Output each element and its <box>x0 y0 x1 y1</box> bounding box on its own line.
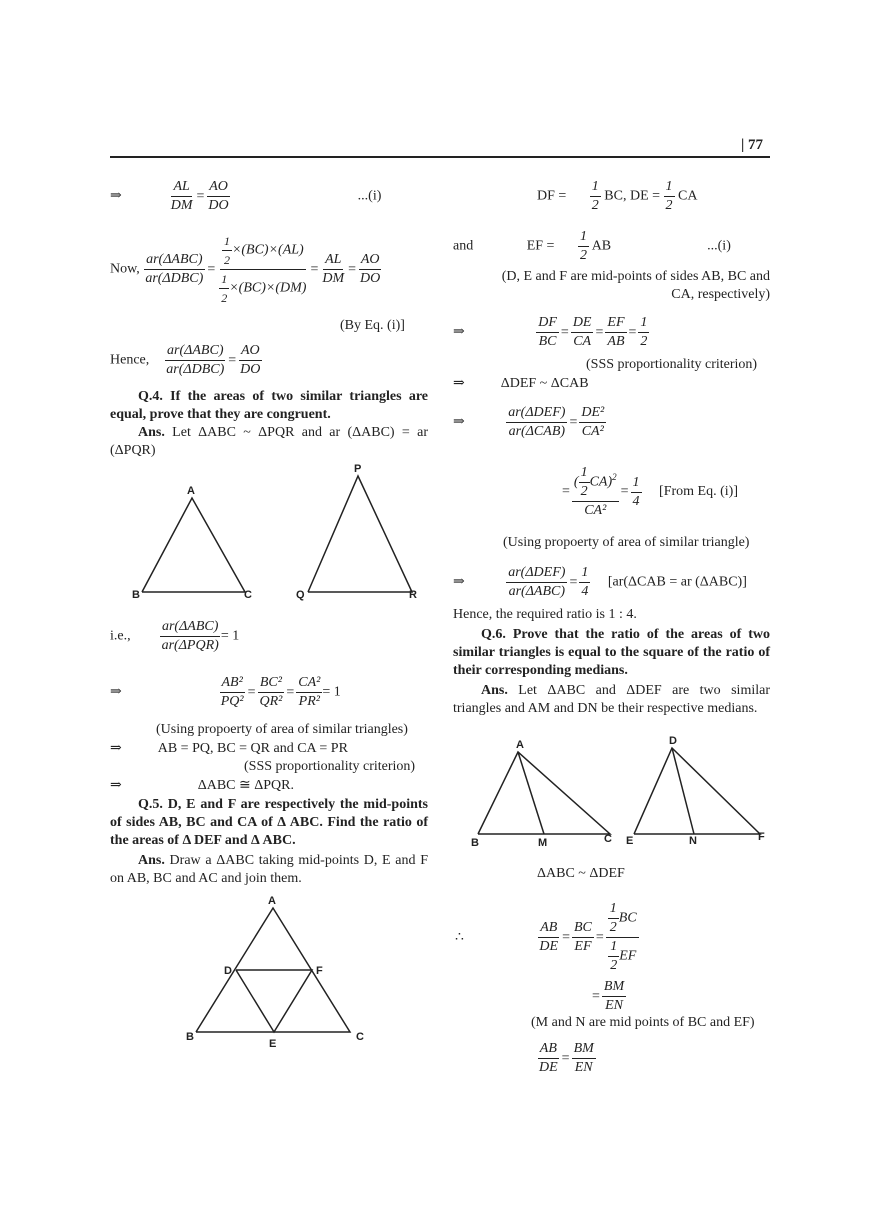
q6-title: Q.6. Prove that the ratio of the areas of two similar triangles is equal to the square of the ratio of their corresponding medians. <box>453 627 770 678</box>
by-eq-note: (By Eq. (i)] <box>340 318 405 333</box>
eq3: Hence, $\frac{\text{ar(ΔABC)}}{\text{ar(ΔDBC)}}$ = $\frac{AO}{DO}$ <box>110 343 261 377</box>
q5-answer: Ans. Draw a ΔABC taking mid-points D, E and F on AB, BC and AC and join them. <box>110 853 428 886</box>
label-B: B <box>186 1031 194 1043</box>
q4-title: Q.4. If the areas of two similar triangles are equal, prove that they are congruent. <box>110 389 428 422</box>
q6-answer: Ans. Let ΔABC and ΔDEF are two similar triangles and AM and DN be their respective medians. <box>453 683 770 716</box>
label-C: C <box>244 589 252 601</box>
label-A: A <box>268 895 276 907</box>
eq5: ⇒ $\frac{\text{AB²}}{\text{PQ²}}$ = $\frac{\text{BC²}}{\text{QR²}}$ = $\frac{\text{CA²}}{\text{PR²}}$ = 1 <box>110 675 341 709</box>
q5-title: Q.5. D, E and F are respectively the mid-points of sides AB, BC and CA of Δ ABC. Find the ratio of the areas of Δ DEF and Δ ABC. <box>110 797 428 848</box>
label-E: E <box>269 1038 277 1050</box>
label-A: A <box>516 739 524 751</box>
eq2: Now, $\frac{\text{ar(ΔABC)}}{\text{ar(ΔDBC)}}$ = $\frac{1}{2}$ ×(BC)×(AL) $\frac{1}{2}$ ×(BC)×(DM) = $\frac{AL}{DM}$ = $\frac{AO}{DO}$ <box>110 234 381 305</box>
label-B: B <box>471 837 479 849</box>
using-note-2: (Using propoerty of area of similar triangle) <box>503 535 750 550</box>
line-eq: ⇒ AB = PQ, BC = QR and CA = PR <box>110 741 348 756</box>
mn-note: (M and N are mid points of BC and EF) <box>531 1015 755 1030</box>
page-number: | 77 <box>741 137 764 153</box>
header-rule <box>110 156 770 158</box>
figure-triangles-abc-pqr <box>120 458 430 603</box>
label-D: D <box>669 735 677 747</box>
label-E: E <box>626 835 634 847</box>
using-note-1: (Using propoerty of area of similar triangles) <box>156 722 408 737</box>
similar-line-1: ⇒ ΔDEF ~ ΔCAB <box>453 376 589 391</box>
eq7: ⇒ $\frac{\text{ar(ΔDEF)}}{\text{ar(ΔCAB)}}$ = $\frac{\text{DE²}}{\text{CA²}}$ <box>453 405 605 439</box>
congruent-line: ⇒ ΔABC ≅ ΔPQR. <box>110 778 294 793</box>
ef-line: and EF = $\frac{1}{2}$ AB ...(i) <box>453 229 731 263</box>
eq4: i.e., $\frac{\text{ar(ΔABC)}}{\text{ar(ΔPQR)}}$ = 1 <box>110 619 240 653</box>
eq12: $\frac{AB}{DE}$ = $\frac{BM}{EN}$ <box>539 1041 594 1075</box>
label-R: R <box>409 589 417 601</box>
eq11: = $\frac{BM}{EN}$ <box>592 979 625 1013</box>
label-C: C <box>604 833 612 845</box>
eq1: ⇒ $\frac{AL}{DM}$ = $\frac{AO}{DO}$ ...(i) <box>110 179 382 213</box>
eq6: ⇒ $\frac{DF}{BC}$ = $\frac{DE}{CA}$ = $\frac{EF}{AB}$ = $\frac{1}{2}$ <box>453 315 648 349</box>
similar-line-2: ΔABC ~ ΔDEF <box>537 866 625 881</box>
mid-points-note: (D, E and F are mid-points of sides AB, BC and CA, respectively) <box>501 269 770 302</box>
label-F: F <box>316 965 323 977</box>
implies-symbol: ⇒ <box>110 188 122 204</box>
label-C: C <box>356 1031 364 1043</box>
eq9: ⇒ $\frac{\text{ar(ΔDEF)}}{\text{ar(ΔABC)}}$ = $\frac{1}{4}$ [ar(ΔCAB = ar (ΔABC)] <box>453 565 747 599</box>
label-A: A <box>187 485 195 497</box>
df-line: DF = $\frac{1}{2}$ BC, DE = $\frac{1}{2}$ CA <box>537 179 698 213</box>
label-M: M <box>538 837 548 849</box>
figure-triangles-medians <box>466 734 778 849</box>
label-F: F <box>758 831 765 843</box>
label-D: D <box>224 965 232 977</box>
label-N: N <box>689 835 697 847</box>
ratio-line: Hence, the required ratio is 1 : 4. <box>453 607 637 622</box>
label-Q: Q <box>296 589 305 601</box>
label-P: P <box>354 463 362 475</box>
figure-triangle-def-midpoints <box>180 892 370 1052</box>
eq10: ∴ $\frac{AB}{DE}$ = $\frac{BC}{EF}$ = $\frac{1}{2}$ BC $\frac{1}{2}$ EF <box>455 901 637 973</box>
sss-note-2: (SSS proportionality criterion) <box>586 357 758 372</box>
q4-answer: Ans. Let ΔABC ~ ΔPQR and ar (ΔABC) = ar (ΔPQR) <box>110 425 428 458</box>
label-B: B <box>132 589 140 601</box>
eq8: = ( $\frac{1}{2}$ CA)$^2$ CA² = $\frac{1}{4}$ [From Eq. (i)] <box>562 465 738 518</box>
sss-note-1: (SSS proportionality criterion) <box>244 759 416 774</box>
